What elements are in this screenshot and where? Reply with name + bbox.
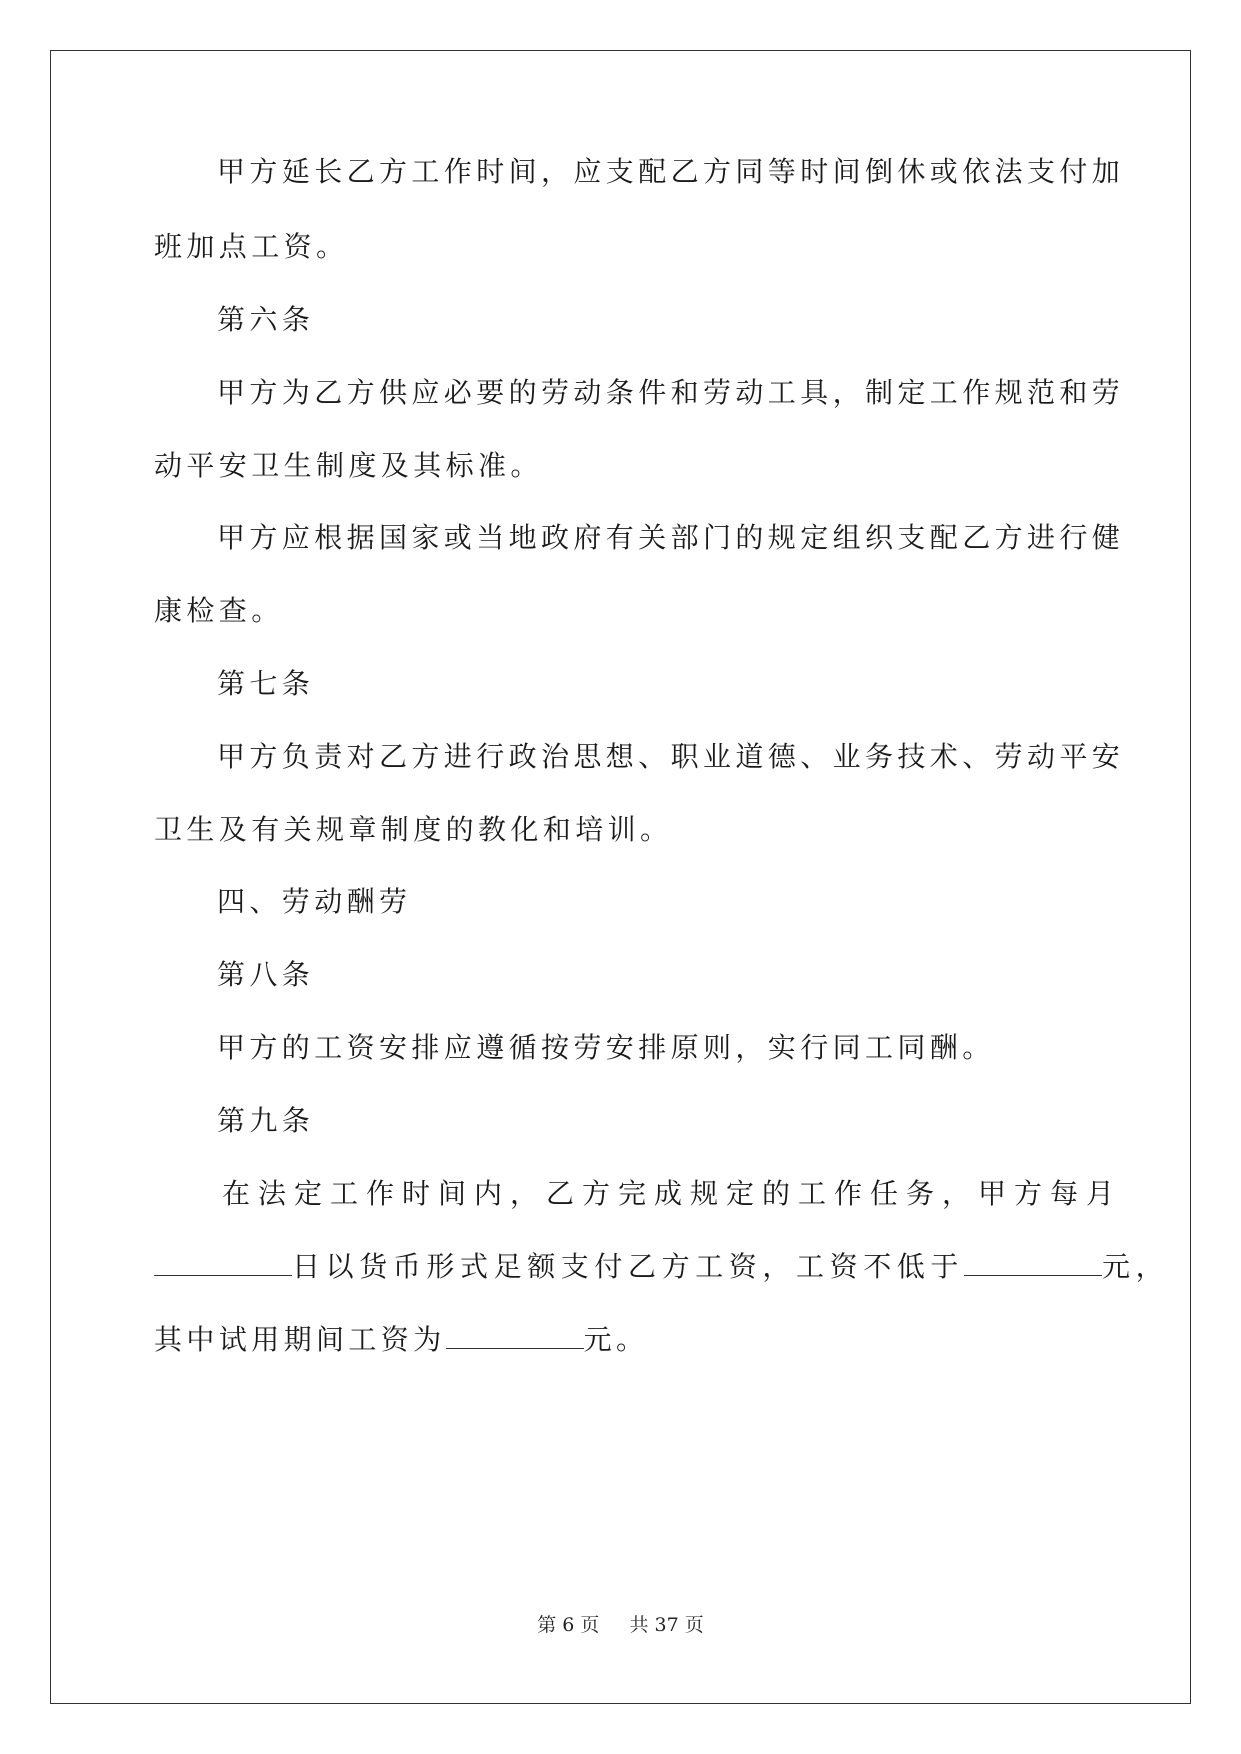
total-pages: 37 (654, 1614, 679, 1636)
page-label: 第 (537, 1614, 557, 1636)
paragraph-line: 甲方负责对乙方进行政治思想、职业道德、业务技术、劳动平安 (217, 740, 1125, 773)
article-heading: 第八条 (217, 958, 315, 991)
paragraph-line (154, 1322, 648, 1358)
paragraph-line (154, 1249, 1169, 1285)
text-segment: 其中试用期间工资为 (154, 1323, 446, 1356)
page-footer (0, 1610, 1241, 1637)
paragraph-line: 卫生及有关规章制度的教化和培训。 (154, 813, 673, 846)
blank-field (964, 1249, 1102, 1276)
page-unit: 页 (580, 1614, 600, 1636)
text-segment: 元。 (583, 1323, 649, 1356)
article-heading: 第七条 (217, 667, 315, 700)
paragraph-line: 甲方延长乙方工作时间，应支配乙方同等时间倒休或依法支付加 (217, 155, 1125, 188)
paragraph-line: 在法定工作时间内，乙方完成规定的工作任务，甲方每月 (222, 1177, 1123, 1210)
paragraph-line: 班加点工资。 (154, 230, 349, 263)
blank-field (154, 1249, 292, 1276)
article-heading: 第九条 (217, 1104, 315, 1137)
page-border (50, 50, 1191, 1704)
section-heading: 四、劳动酬劳 (217, 885, 412, 918)
paragraph-line: 甲方为乙方供应必要的劳动条件和劳动工具，制定工作规范和劳 (217, 376, 1125, 409)
total-unit: 页 (684, 1614, 704, 1636)
text-segment: 元， (1102, 1250, 1170, 1283)
paragraph-line: 动平安卫生制度及其标准。 (154, 449, 543, 482)
page-number: 6 (562, 1614, 575, 1636)
total-label: 共 (629, 1614, 649, 1636)
article-heading: 第六条 (217, 303, 315, 336)
blank-field (446, 1322, 584, 1349)
paragraph-line: 康检查。 (154, 594, 284, 627)
text-segment: 日以货币形式足额支付乙方工资，工资不低于 (292, 1250, 965, 1283)
paragraph-line: 甲方应根据国家或当地政府有关部门的规定组织支配乙方进行健 (217, 521, 1125, 554)
paragraph-line: 甲方的工资安排应遵循按劳安排原则，实行同工同酬。 (217, 1031, 995, 1064)
